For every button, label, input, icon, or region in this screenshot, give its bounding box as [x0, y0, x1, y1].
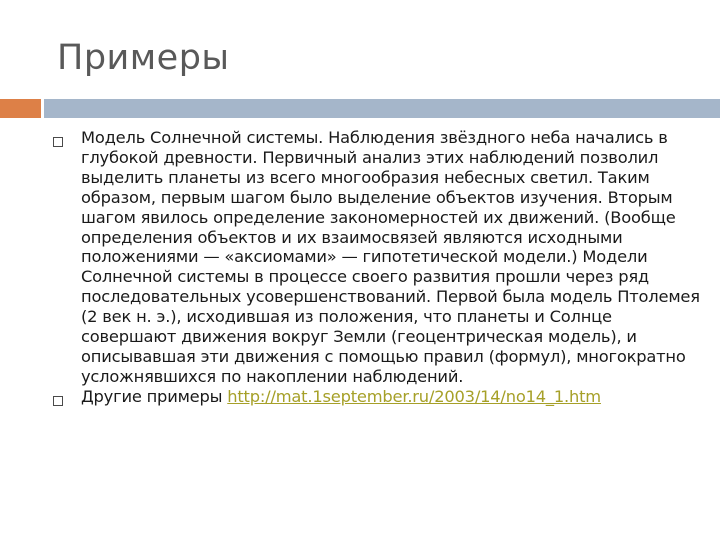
square-bullet-icon [53, 396, 63, 406]
bullet-prefix-text: Другие примеры [81, 386, 228, 406]
bullet-item-solar-system-model [50, 128, 700, 387]
slide-title: Примеры [57, 38, 230, 78]
bullet-text: Модель Солнечной системы. Наблюдения звёздного неба начались в глубокой древности. Первичный анализ этих наблюдений позволил выделить планеты из всего многообразия небесных светил. Таким образом, первым шагом было выделение объектов изучения. Вторым шагом явилось определение закономерностей их движений. (Вообще определения объектов и их взаимосвязей являются исходными положениями — «аксиомами» — гипотетической модели.) Модели Солнечной системы в процессе своего развития прошли через ряд последовательных усовершенствований. Первой была модель Птолемея (2 век н. э.), исходившая из положения, что планеты и Солнце совершают движения вокруг Земли (геоцентрическая модель), и описывавшая эти движения с помощью правил (формул), многократно усложнявшихся по накоплении наблюдений. [81, 128, 700, 386]
accent-bar [0, 99, 41, 118]
slide-content [50, 128, 700, 407]
examples-link[interactable]: http://mat.1september.ru/2003/14/no14_1.htm [227, 386, 601, 406]
title-underline-bar [44, 99, 720, 118]
bullet-item-other-examples [50, 387, 700, 407]
square-bullet-icon [53, 137, 63, 147]
